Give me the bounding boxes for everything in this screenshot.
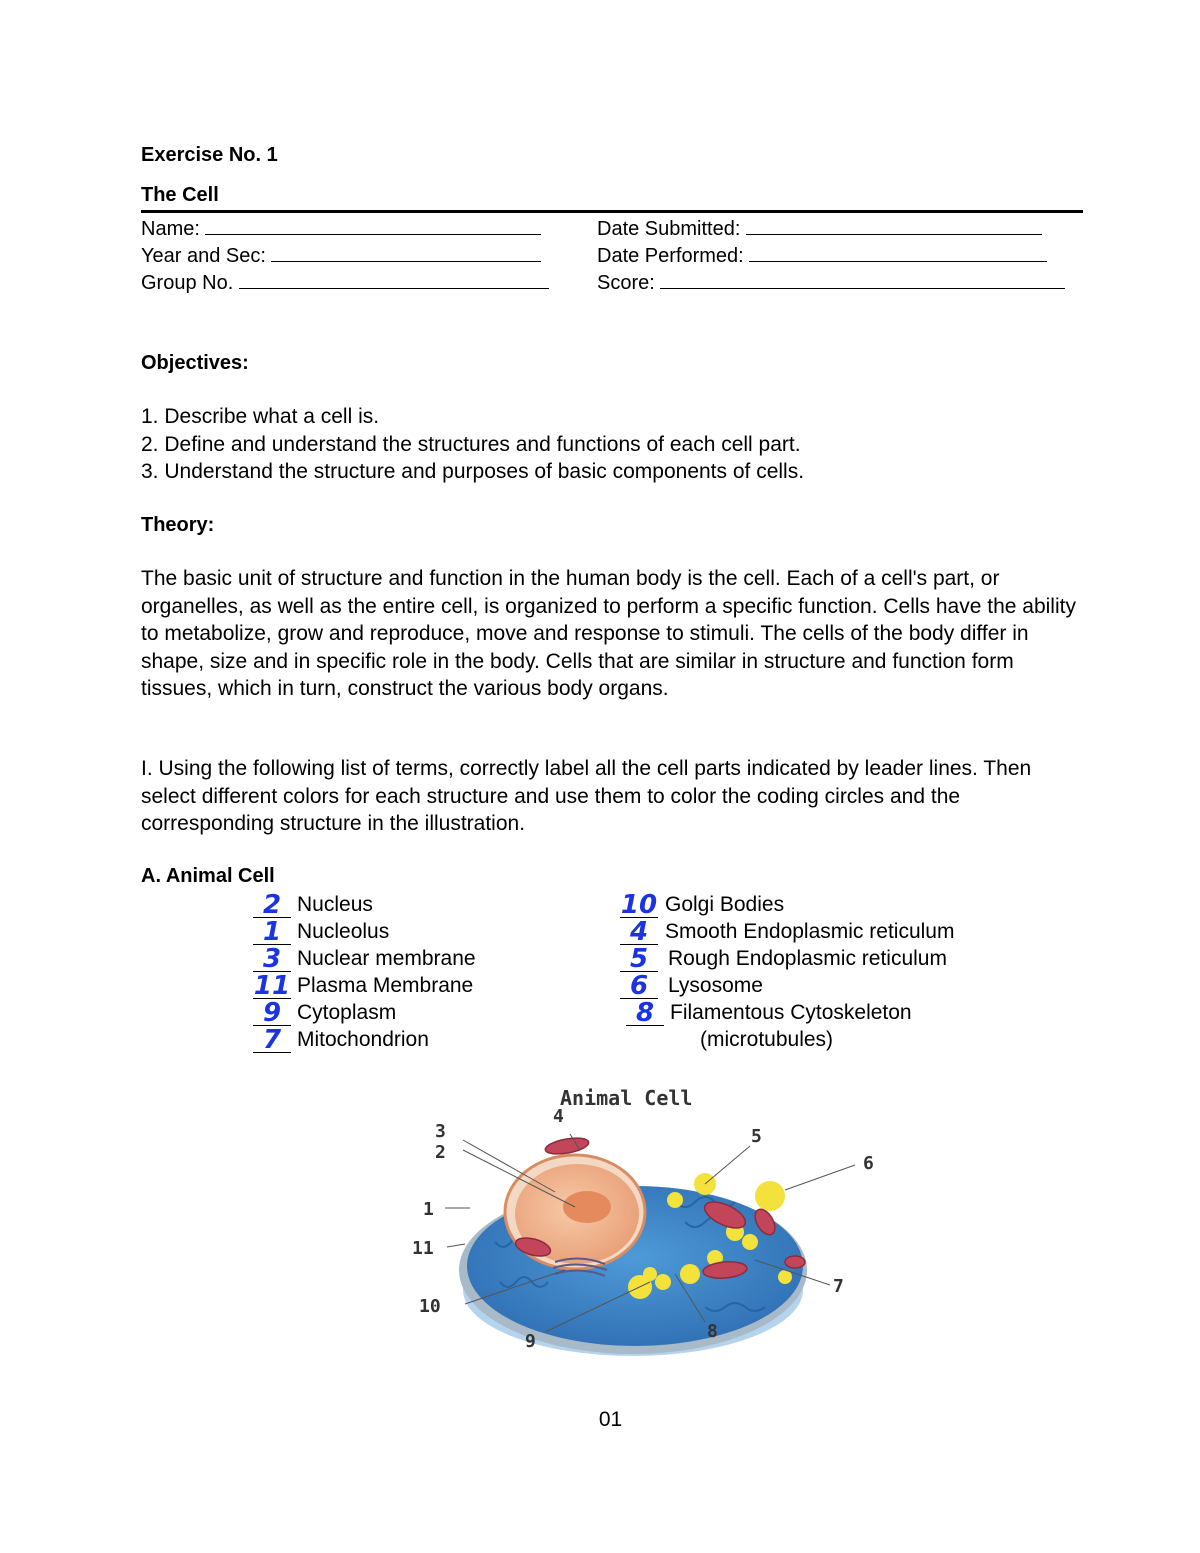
answer-blank[interactable]: 7: [253, 1026, 291, 1053]
date-performed-field[interactable]: Date Performed:: [597, 243, 1047, 268]
term-continuation: (microtubules): [700, 1028, 834, 1051]
figure-label-6: 6: [863, 1153, 874, 1174]
name-field[interactable]: Name:: [141, 216, 541, 241]
figure-label-11: 11: [412, 1238, 434, 1259]
group-number-blank[interactable]: [239, 270, 549, 289]
figure-label-9: 9: [525, 1331, 536, 1352]
answer-blank[interactable]: 11: [253, 971, 291, 1001]
answer-blank[interactable]: 2: [253, 891, 291, 918]
answer-blank[interactable]: 5: [620, 945, 658, 972]
exercise-number: Exercise No. 1: [141, 144, 278, 166]
figure-label-10: 10: [419, 1296, 441, 1317]
objectives-heading: Objectives:: [141, 352, 249, 374]
animal-cell-illustration: [405, 1082, 895, 1362]
answer-blank[interactable]: 6: [620, 972, 658, 999]
name-blank[interactable]: [205, 216, 541, 235]
objectives-list: [141, 403, 804, 486]
date-submitted-field[interactable]: Date Submitted:: [597, 216, 1042, 241]
score-field[interactable]: Score:: [597, 270, 1065, 295]
year-section-field[interactable]: Year and Sec:: [141, 243, 541, 268]
figure-label-8: 8: [707, 1321, 718, 1342]
animal-cell-heading: A. Animal Cell: [141, 865, 275, 887]
answer-blank[interactable]: 9: [253, 999, 291, 1026]
figure-title: Animal Cell: [560, 1086, 693, 1110]
year-section-blank[interactable]: [271, 243, 541, 262]
header-rule: [141, 210, 1083, 213]
answer-blank[interactable]: 10: [620, 890, 658, 920]
answer-blank[interactable]: 8: [626, 999, 664, 1026]
score-blank[interactable]: [660, 270, 1065, 289]
nucleolus: [563, 1191, 611, 1223]
figure-label-7: 7: [833, 1276, 844, 1297]
objective-item: 3. Understand the structure and purposes of basic components of cells.: [141, 460, 805, 483]
page-title: The Cell: [141, 184, 219, 206]
figure-label-2: 2: [435, 1142, 446, 1163]
date-submitted-blank[interactable]: [746, 216, 1042, 235]
theory-paragraph: The basic unit of structure and function in the human body is the cell. Each of a cell's part, or organelles, as well as the entire cell, is organized to perform a specific function. Cells have the ability to metabolize, grow and reproduce, move and response to stimuli. The cells of the body differ in shape, size and in specific role in the body. Cells that are similar in structure and function form tissues, which in turn, construct the various body organs.: [141, 567, 1076, 700]
theory-heading: Theory:: [141, 514, 215, 536]
group-number-field[interactable]: Group No.: [141, 270, 549, 295]
instructions-paragraph: I. Using the following list of terms, correctly label all the cell parts indicated by leader lines. Then select different colors for each structure and use them to color the coding circles and the corresponding structure in the illustration.: [141, 757, 1032, 835]
date-performed-blank[interactable]: [749, 243, 1047, 262]
figure-label-1: 1: [423, 1199, 434, 1220]
answer-blank[interactable]: 3: [253, 945, 291, 972]
answer-blank[interactable]: 1: [253, 918, 291, 945]
figure-label-5: 5: [751, 1126, 762, 1147]
objective-item: 2. Define and understand the structures and functions of each cell part.: [141, 432, 801, 456]
page-number: 01: [598, 1408, 623, 1431]
figure-label-3: 3: [435, 1121, 446, 1142]
answer-blank[interactable]: 4: [620, 918, 658, 945]
figure-label-4: 4: [553, 1106, 564, 1127]
objective-item: 1. Describe what a cell is.: [141, 405, 380, 428]
